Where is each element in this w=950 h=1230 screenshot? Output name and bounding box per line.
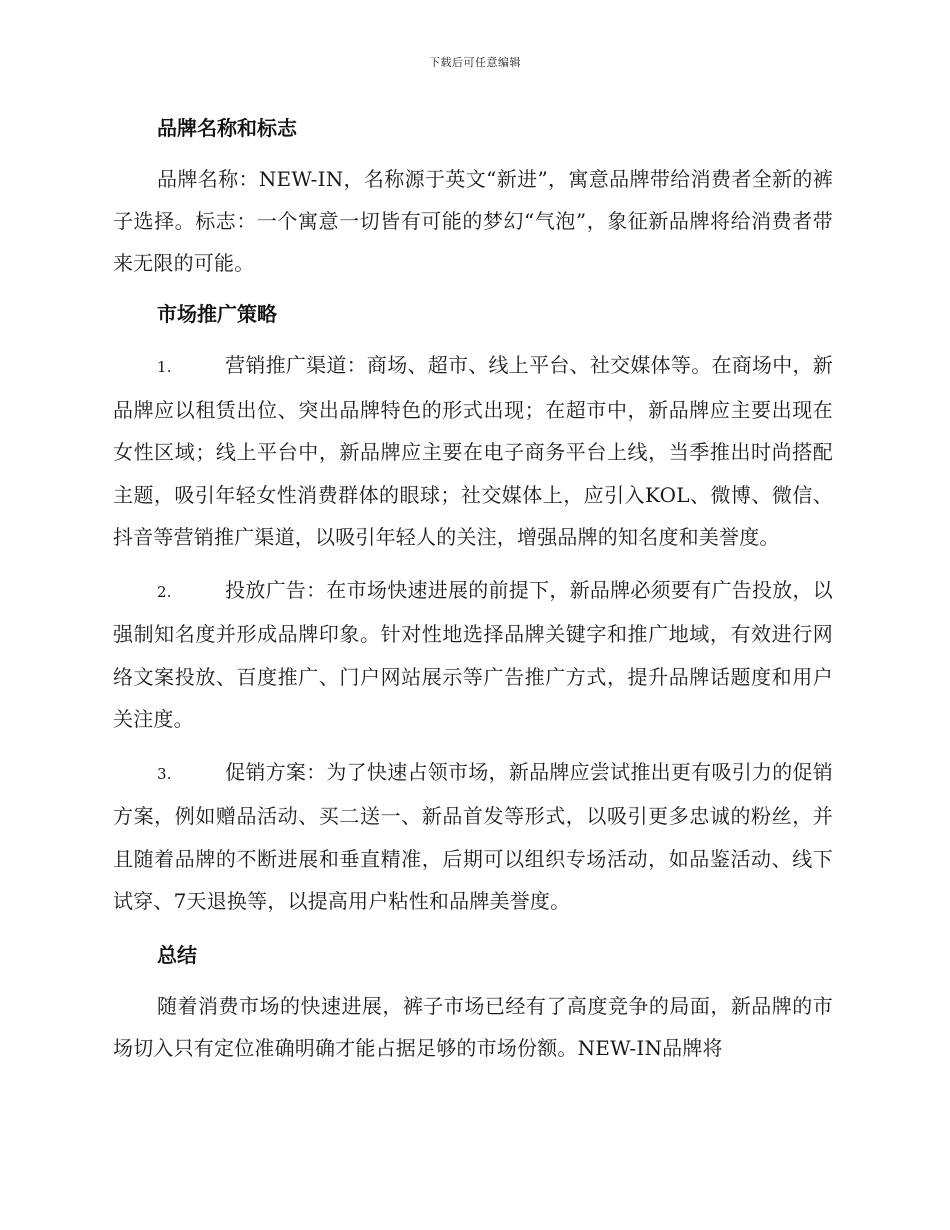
document-body [113,106,833,1077]
list-number: 3. [157,764,172,783]
list-text: 投放广告：在市场快速进展的前提下，新品牌必须要有广告投放，以强制知名度并形成品牌印象。针对性地选择品牌关键字和推广地域，有效进行网络文案投放、百度推广、门户网站展示等广告推广方式，提升品牌话题度和用户关注度。 [113,577,833,731]
brand-section-paragraph: 品牌名称：NEW-IN，名称源于英文“新进”，寓意品牌带给消费者全新的裤子选择。标志：一个寓意一切皆有可能的梦幻“气泡”，象征新品牌将给消费者带来无限的可能。 [113,167,833,275]
list-text: 促销方案：为了快速占领市场，新品牌应尝试推出更有吸引力的促销方案，例如赠品活动、买二送一、新品首发等形式，以吸引更多忠诚的粉丝，并且随着品牌的不断进展和垂直精准，后期可以组织专场活动，如品鉴活动、线下试穿、7天退换等，以提高用户粘性和品牌美誉度。 [113,759,833,913]
list-text: 营销推广渠道：商场、超市、线上平台、社交媒体等。在商场中，新品牌应以租赁出位、突出品牌特色的形式出现；在超市中，新品牌应主要出现在女性区域；线上平台中，新品牌应主要在电子商务平台上线，当季推出时尚搭配主题，吸引年轻女性消费群体的眼球；社交媒体上，应引入KOL、微博、微信、抖音等营销推广渠道，以吸引年轻人的关注，增强品牌的知名度和美誉度。 [113,353,833,549]
marketing-list-item-1 [113,344,833,559]
summary-section-paragraph: 随着消费市场的快速进展，裤子市场已经有了高度竞争的局面，新品牌的市场切入只有定位准确明确才能占据足够的市场份额。NEW-IN品牌将 [113,993,833,1060]
marketing-section-heading: 市场推广策略 [157,302,277,326]
marketing-list-item-2 [113,569,833,741]
list-number: 2. [157,582,172,601]
page-header-note: 下载后可任意编辑 [429,56,521,69]
summary-section-heading: 总结 [157,942,197,967]
list-number: 1. [157,358,172,376]
brand-section-heading: 品牌名称和标志 [157,116,297,140]
marketing-list-item-3 [113,751,833,923]
